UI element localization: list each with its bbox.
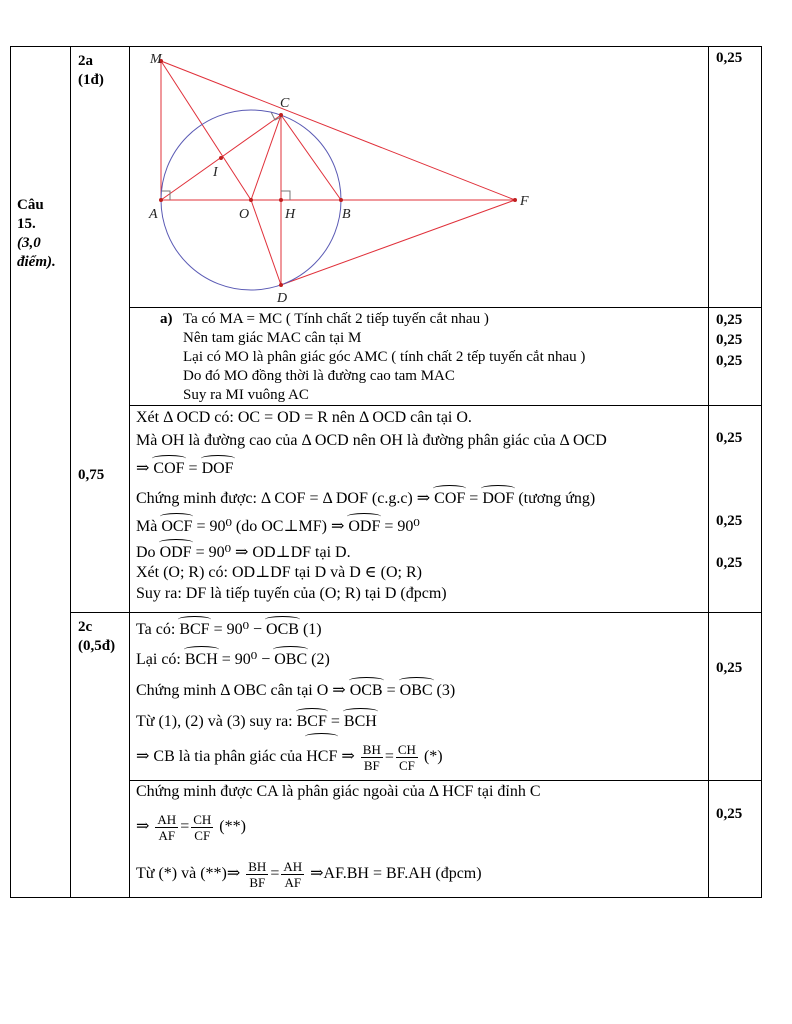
angle-arc: DOF <box>482 490 515 507</box>
score-a1: 0,25 <box>716 312 743 328</box>
column-divider <box>708 46 709 898</box>
math-text: = <box>382 682 400 699</box>
row-divider <box>129 405 762 406</box>
column-divider <box>70 46 71 898</box>
score-c1: 0,25 <box>716 660 743 676</box>
part-2c-label: 2c <box>78 619 93 635</box>
math-text: Do <box>136 544 160 561</box>
section-a-line: Do đó MO đồng thời là đường cao tam MAC <box>183 368 455 384</box>
fraction <box>155 812 178 843</box>
row-divider <box>70 612 762 613</box>
table-border-left <box>10 46 11 898</box>
section-b-line: Xét Δ OCD có: OC = OD = R nên Δ OCD cân tại O. <box>136 409 472 426</box>
angle-arc: OCF <box>161 518 193 535</box>
section-c-line <box>136 621 322 639</box>
math-text: (3) <box>432 682 456 699</box>
label-B: B <box>342 207 351 222</box>
section-a-line: Nên tam giác MAC cân tại M <box>183 330 362 346</box>
math-text: (*) <box>419 748 443 765</box>
label-C: C <box>280 96 290 111</box>
math-text: = 90⁰ <box>380 518 420 535</box>
part-2a-points: (1đ) <box>78 72 104 88</box>
point-A <box>159 198 163 202</box>
math-text: ⇒ CB là tia phân giác của <box>136 748 307 765</box>
math-text: (1) <box>298 621 322 638</box>
math-text: Mà <box>136 518 162 535</box>
section-c-line <box>136 855 482 893</box>
part-2b-points: 0,75 <box>78 467 105 483</box>
math-text: ⇒ <box>136 460 154 477</box>
section-a-line: Ta có MA = MC ( Tính chất 2 tiếp tuyến cắt nhau ) <box>183 311 489 327</box>
math-text: Chứng minh Δ OBC cân tại O ⇒ <box>136 682 350 699</box>
section-c-line <box>136 651 330 669</box>
fraction-numerator: AH <box>157 811 177 827</box>
fraction-denominator: BF <box>249 874 266 890</box>
segment-OC <box>251 115 281 200</box>
angle-arc: ODF <box>159 544 192 561</box>
math-text: = <box>326 713 344 730</box>
section-b-line: Mà OH là đường cao của Δ OCD nên OH là đường phân giác của Δ OCD <box>136 432 607 449</box>
math-text: Ta có: <box>136 621 180 638</box>
angle-arc: ODF <box>348 518 381 535</box>
math-text: = <box>180 818 190 835</box>
math-text: Chứng minh được: Δ COF = Δ DOF (c.g.c) ⇒ <box>136 490 435 507</box>
question-points: (3,0 <box>17 235 41 251</box>
angle-arc: BCH <box>343 713 377 730</box>
angle-arc: COF <box>434 490 466 507</box>
row-divider <box>129 307 762 308</box>
table-border-top <box>10 46 762 47</box>
math-text: = 90⁰ ⇒ OD⊥DF tại D. <box>191 544 351 561</box>
angle-arc: BCH <box>184 651 218 668</box>
angle-arc: COF <box>153 460 185 477</box>
label-I: I <box>213 165 218 180</box>
table-border-bottom <box>10 897 762 898</box>
math-text: = 90⁰ − <box>217 651 275 668</box>
section-c-line <box>136 738 443 776</box>
math-text: (tương ứng) <box>514 490 596 507</box>
segment-OD <box>251 200 281 285</box>
angle-arc: OBC <box>399 682 433 699</box>
math-text: (**) <box>215 818 246 835</box>
row-divider <box>129 780 762 781</box>
question-points-unit: điểm). <box>17 254 56 270</box>
fraction <box>191 812 213 843</box>
math-text: = 90⁰ − <box>209 621 267 638</box>
segment-MO <box>161 61 251 200</box>
point-F <box>513 198 517 202</box>
fraction-denominator: BF <box>363 757 380 773</box>
point-C <box>279 113 283 117</box>
point-H <box>279 198 283 202</box>
question-number: 15. <box>17 216 36 232</box>
math-text: = <box>270 865 280 882</box>
fraction <box>396 742 418 773</box>
math-text: = <box>465 490 483 507</box>
math-text: Lại có: <box>136 651 185 668</box>
fraction-numerator: CH <box>193 811 212 827</box>
section-b-line: Xét (O; R) có: OD⊥DF tại D và D ∈ (O; R) <box>136 564 422 581</box>
math-text: Từ (1), (2) và (3) suy ra: <box>136 713 297 730</box>
point-I <box>219 156 223 160</box>
score-c2: 0,25 <box>716 806 743 822</box>
math-text: = 90⁰ (do OC⊥MF) ⇒ <box>192 518 349 535</box>
section-c-line: Chứng minh được CA là phân giác ngoài của Δ HCF tại đỉnh C <box>136 783 541 800</box>
angle-arc: OCB <box>266 621 299 638</box>
angle-arc: BCF <box>296 713 327 730</box>
fraction-numerator: AH <box>283 858 303 874</box>
score-a3: 0,25 <box>716 353 743 369</box>
angle-arc: OCB <box>349 682 383 699</box>
score-b1: 0,25 <box>716 430 743 446</box>
fraction <box>361 742 383 773</box>
score-a2: 0,25 <box>716 332 743 348</box>
math-text: = <box>184 460 202 477</box>
section-b-line <box>136 460 234 478</box>
angle-arc: BCF <box>179 621 210 638</box>
section-c-line <box>136 682 455 700</box>
section-a-line: Lại có MO là phân giác góc AMC ( tính chất 2 tếp tuyến cắt nhau ) <box>183 349 586 365</box>
question-label: Câu <box>17 197 44 213</box>
section-a-line: Suy ra MI vuông AC <box>183 387 309 403</box>
column-divider <box>129 46 130 898</box>
label-D: D <box>277 291 288 306</box>
part-2a-label: 2a <box>78 53 93 69</box>
math-text: ⇒ <box>337 748 359 765</box>
fraction-numerator: CH <box>397 741 416 757</box>
math-text: = <box>384 748 394 765</box>
segment-DF <box>281 200 515 285</box>
part-2c-points: (0,5đ) <box>78 638 116 654</box>
label-A: A <box>149 207 158 222</box>
score-b3: 0,25 <box>716 555 743 571</box>
section-b-line: Suy ra: DF là tiếp tuyến của (O; R) tại D (đpcm) <box>136 585 447 602</box>
angle-arc: HCF <box>306 738 337 776</box>
label-O: O <box>239 207 250 222</box>
section-b-line <box>136 490 595 508</box>
fraction-numerator: BH <box>362 741 381 757</box>
math-text: ⇒ <box>136 818 154 835</box>
point-D <box>279 283 283 287</box>
section-a-label: a) <box>160 311 173 327</box>
fraction-denominator: CF <box>398 757 415 773</box>
section-b-line <box>136 518 420 536</box>
label-F: F <box>520 194 529 209</box>
angle-arc: OBC <box>274 651 308 668</box>
fraction <box>246 859 268 890</box>
score-b2: 0,25 <box>716 513 743 529</box>
fraction <box>281 859 304 890</box>
math-text: (2) <box>307 651 330 668</box>
point-B <box>339 198 343 202</box>
geometry-figure <box>135 50 555 306</box>
math-text: ⇒AF.BH = BF.AH (đpcm) <box>306 865 482 882</box>
table-border-right <box>761 46 762 898</box>
section-c-line <box>136 713 377 731</box>
fraction-numerator: BH <box>248 858 267 874</box>
label-H: H <box>285 207 296 222</box>
fraction-denominator: AF <box>158 827 176 843</box>
point-O <box>249 198 253 202</box>
math-text: Từ (*) và (**)⇒ <box>136 865 245 882</box>
label-M: M <box>150 52 162 67</box>
section-c-line <box>136 808 246 846</box>
section-b-line <box>136 544 351 562</box>
fraction-denominator: AF <box>284 874 302 890</box>
score-figure: 0,25 <box>716 50 743 66</box>
angle-arc: DOF <box>201 460 234 477</box>
fraction-denominator: CF <box>194 827 211 843</box>
